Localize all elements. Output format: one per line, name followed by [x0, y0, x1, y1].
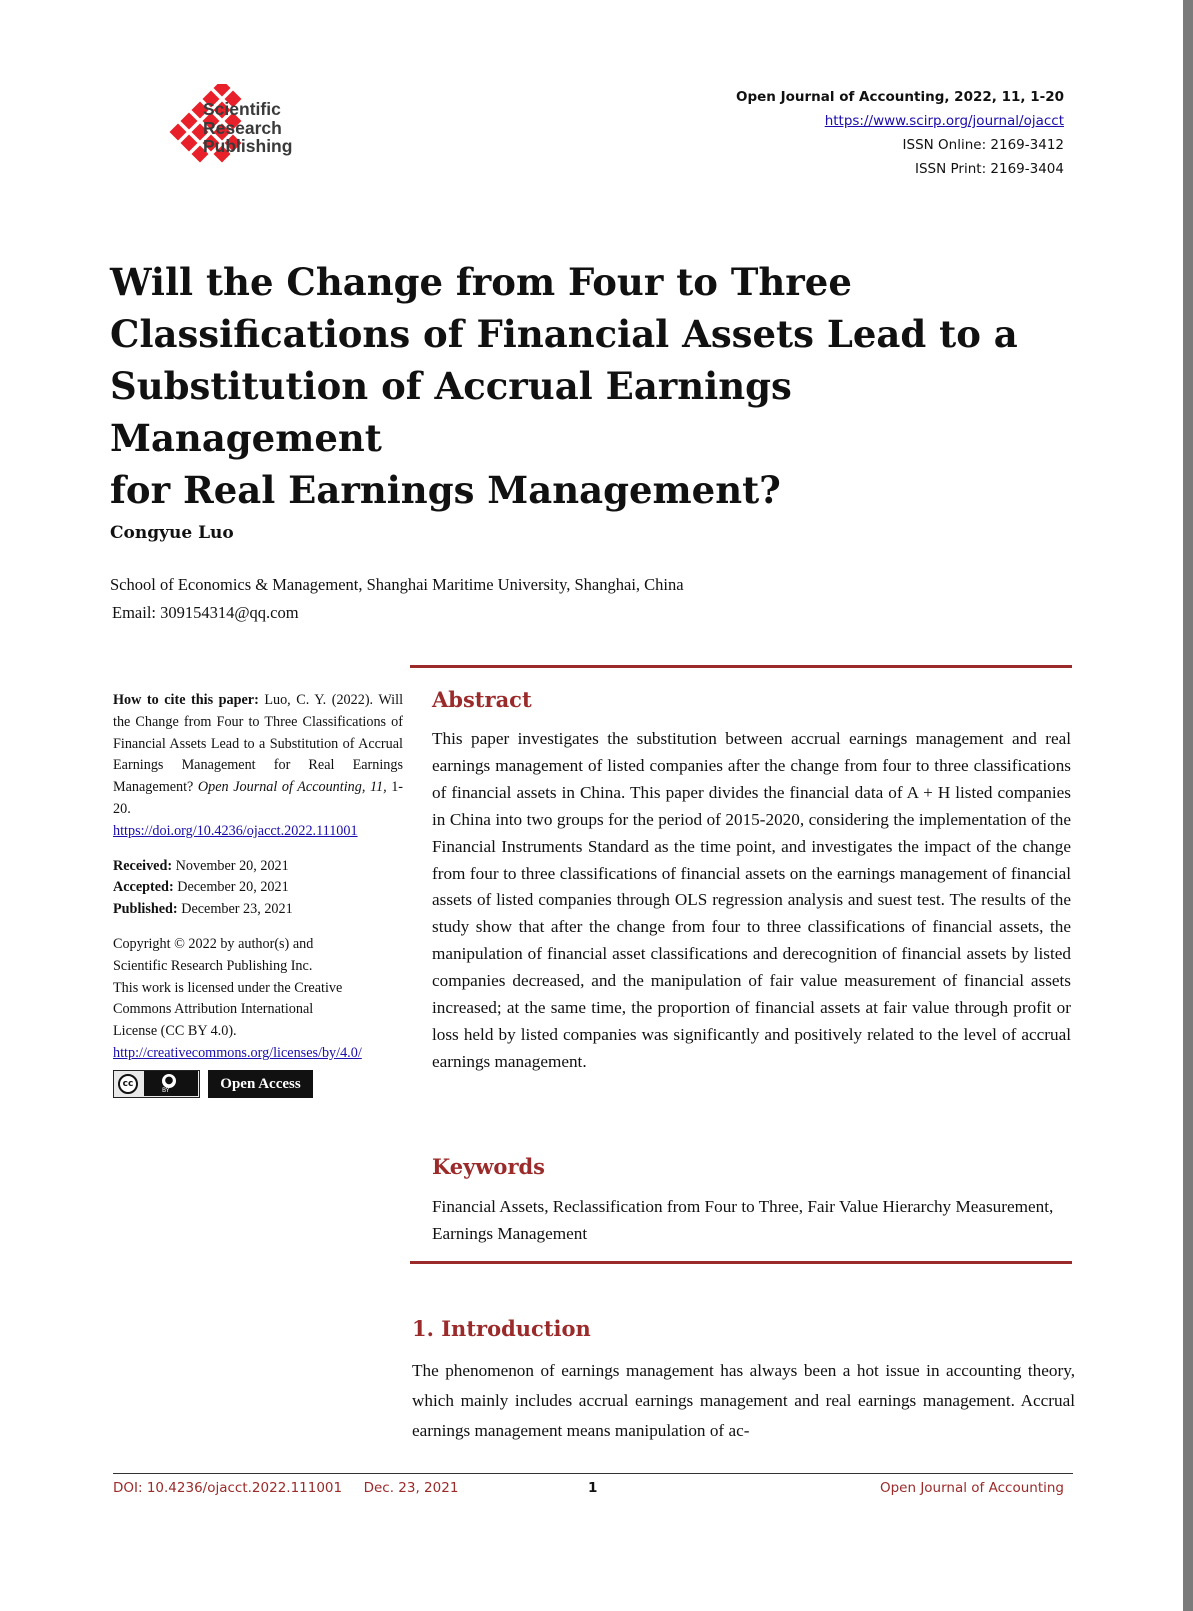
footer-doi-text: DOI: 10.4236/ojacct.2022.111001 — [113, 1480, 343, 1496]
cite-pages: 1-20. — [113, 779, 404, 817]
copyright-line: Commons Attribution International — [113, 1001, 314, 1018]
cc-by-badge[interactable] — [113, 1070, 200, 1098]
journal-citation: Open Journal of Accounting, 2022, 11, 1-20 — [735, 89, 1064, 105]
author-name: Congyue Luo — [110, 523, 234, 543]
footer-date: Dec. 23, 2021 — [363, 1480, 459, 1496]
cite-text: Luo, C. Y. (2022). Will the Change from Four to Three Classifications of Financial Assets Lead to a Substitution of Accrual Earnings Management for Real Earnings Management? — [113, 692, 404, 796]
title-line: for Real Earnings Management? — [110, 468, 781, 512]
author-email: Email: 309154314@qq.com — [112, 603, 299, 622]
how-to-cite — [113, 690, 403, 843]
received-date: November 20, 2021 — [175, 857, 289, 874]
by-label: BY — [162, 1086, 170, 1094]
copyright-line: Copyright © 2022 by author(s) and — [113, 935, 314, 952]
copyright-notice — [113, 934, 403, 1065]
attribution-person-icon: ● — [161, 1073, 177, 1089]
license-badges — [113, 1068, 403, 1098]
keywords-text: Financial Assets, Reclassification from Four to Three, Fair Value Hierarchy Measurement, Earnings Management — [432, 1197, 1054, 1243]
abstract-heading: Abstract — [432, 687, 532, 712]
title-line: Substitution of Accrual Earnings Management — [110, 364, 792, 460]
publisher-name-line: Research — [203, 117, 282, 138]
introduction-text: The phenomenon of earnings management has always been a hot issue in accounting theory, which mainly includes accrual earnings management and real earnings management. Accrual earnings management means manipulation of ac- — [412, 1361, 1075, 1440]
publication-dates — [113, 856, 403, 921]
license-link[interactable]: http://creativecommons.org/licenses/by/4.0/ — [113, 1044, 362, 1061]
title-line: Will the Change from Four to Three — [110, 260, 852, 304]
open-access-badge: Open Access — [208, 1070, 313, 1098]
author-affiliation: School of Economics & Management, Shanghai Maritime University, Shanghai, China — [110, 575, 684, 594]
citation-sidebar — [113, 690, 403, 1098]
publisher-name — [203, 100, 292, 156]
cite-journal: Open Journal of Accounting, 11, — [197, 779, 387, 796]
copyright-line: Scientific Research Publishing Inc. — [113, 957, 313, 974]
received-label: Received: — [113, 857, 173, 874]
copyright-line: This work is licensed under the Creative — [113, 979, 343, 996]
footer-doi — [113, 1480, 458, 1496]
introduction-heading: 1. Introduction — [412, 1316, 591, 1341]
footer-journal-name: Open Journal of Accounting — [879, 1480, 1064, 1496]
doi-link[interactable]: https://doi.org/10.4236/ojacct.2022.111001 — [113, 822, 358, 839]
cite-label: How to cite this paper: — [113, 692, 259, 708]
copyright-line: License (CC BY 4.0). — [113, 1023, 237, 1040]
abstract-text: This paper investigates the substitution between accrual earnings management and real earnings management of listed companies after the change from four to three classifications of financial assets in China. This paper divides the financial data of A + H listed companies in China into two groups for the period of 2015-2020, considering the implementation of the Financial Instruments Standard as the time point, and investigates the impact of the change from four to three classifications of financial assets on the earnings management of financial assets of listed companies through OLS regression analysis and suest test. The results of the study show that after the change from four to three classifications of financial assets, the manipulation of financial asset classifications and derecognition of financial assets by listed companies decreased, and the manipulation of fair value measurement of financial assets increased; at the same time, the proportion of financial assets at fair value through profit or loss held by listed companies was significantly and positively related to the level of accrual earnings management. — [432, 729, 1071, 1071]
journal-url-link[interactable]: https://www.scirp.org/journal/ojacct — [824, 113, 1064, 129]
cc-icon: cc — [118, 1074, 138, 1094]
journal-info — [736, 85, 1064, 181]
published-date: December 23, 2021 — [181, 901, 293, 918]
abstract-top-rule — [410, 665, 1072, 668]
keywords-heading: Keywords — [432, 1154, 546, 1179]
keywords-bottom-rule — [410, 1261, 1072, 1264]
accepted-date: December 20, 2021 — [177, 879, 289, 896]
page-number: 1 — [588, 1480, 598, 1496]
accepted-label: Accepted: — [113, 879, 174, 896]
paper-title — [110, 256, 1070, 516]
publisher-name-line: Scientific — [203, 99, 281, 119]
published-label: Published: — [113, 901, 178, 918]
footer-rule — [113, 1473, 1073, 1474]
issn-online: ISSN Online: 2169-3412 — [902, 137, 1064, 153]
title-line: Classifications of Financial Assets Lead to a — [110, 312, 1018, 356]
publisher-name-line: Publishing — [203, 136, 293, 156]
issn-print: ISSN Print: 2169-3404 — [915, 161, 1064, 177]
